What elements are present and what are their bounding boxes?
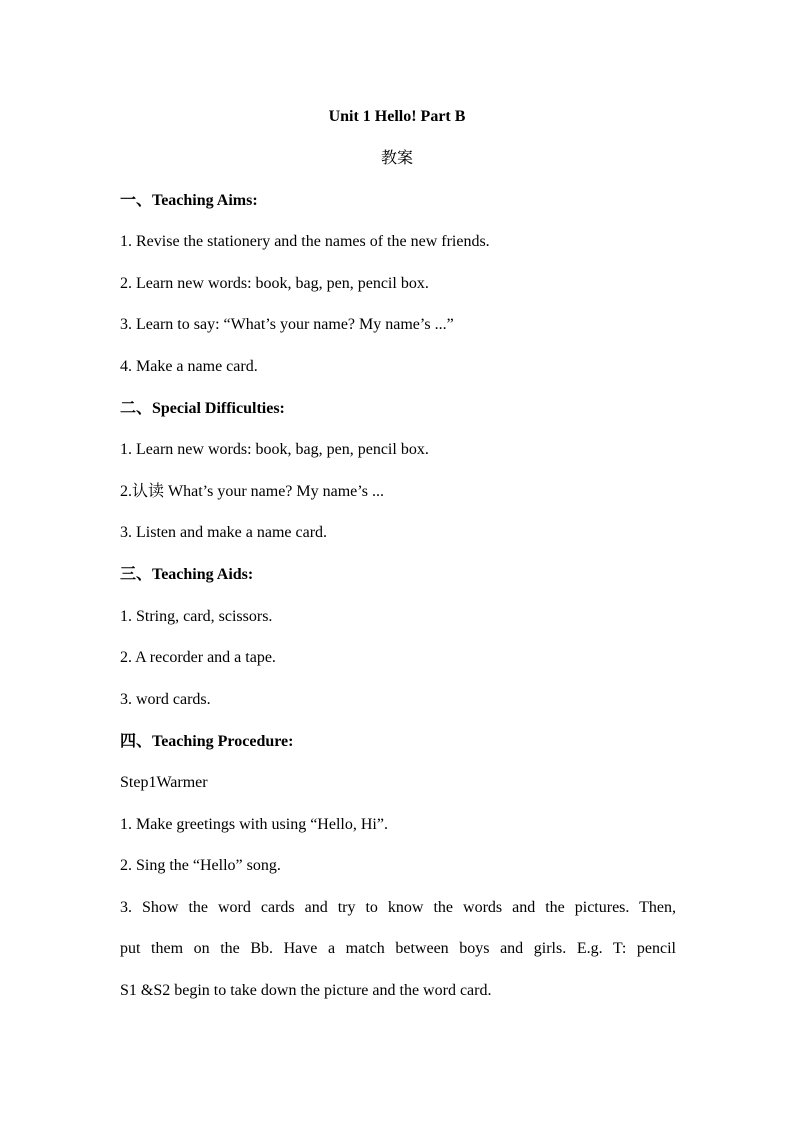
section-heading-teaching-aims: 一、Teaching Aims: [120,192,258,209]
procedure-item: 1. Make greetings with using “Hello, Hi”. [120,816,388,833]
difficulties-item: 3. Listen and make a name card. [120,524,328,541]
procedure-item: 3. Show the word cards and try to know the words and the pictures. Then, [120,899,676,916]
procedure-item: put them on the Bb. Have a match between boys and girls. E.g. T: pencil [120,940,676,957]
aids-item: 1. String, card, scissors. [120,608,273,625]
section-heading-teaching-procedure: 四、Teaching Procedure: [120,733,294,750]
aims-item: 3. Learn to say: “What’s your name? My name’s ...” [120,316,454,333]
procedure-item: S1 &S2 begin to take down the picture and the word card. [120,982,492,999]
document-subtitle: 教案 [380,150,413,167]
difficulties-item: 1. Learn new words: book, bag, pen, pencil box. [120,441,429,458]
procedure-item: 2. Sing the “Hello” song. [120,857,281,874]
aims-item: 4. Make a name card. [120,358,258,375]
aids-item: 3. word cards. [120,691,211,708]
document-title: Unit 1 Hello! Part B [328,108,466,125]
aims-item: 1. Revise the stationery and the names of the new friends. [120,233,490,250]
aids-item: 2. A recorder and a tape. [120,649,276,666]
difficulties-item: 2.认读 What’s your name? My name’s ... [120,483,384,500]
section-heading-teaching-aids: 三、Teaching Aids: [120,566,254,583]
procedure-step-label: Step1Warmer [120,774,208,791]
aims-item: 2. Learn new words: book, bag, pen, pencil box. [120,275,429,292]
section-heading-special-difficulties: 二、Special Difficulties: [120,400,285,417]
